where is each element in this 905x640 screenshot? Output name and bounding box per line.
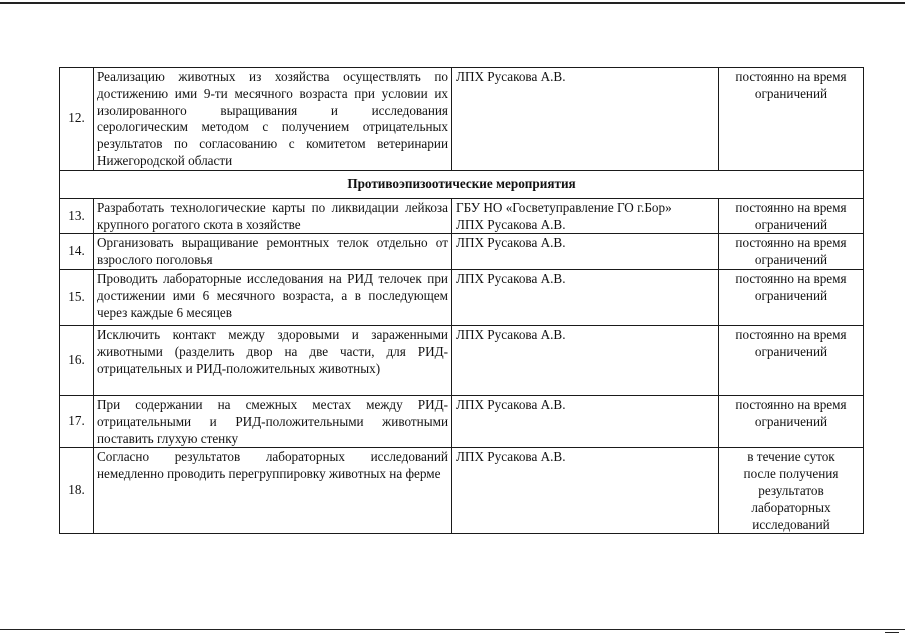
term-line: постоянно на время (735, 235, 847, 251)
section-row (60, 170, 864, 198)
term-line: постоянно на время (735, 396, 847, 412)
table-row (60, 269, 864, 325)
term-cell (719, 325, 864, 395)
term-line: постоянно на время (735, 326, 847, 342)
responsible-line: ЛПХ Русакова А.В. (456, 69, 566, 84)
section-title: Противоэпизоотические мероприятия (60, 170, 864, 198)
term-line: постоянно на время (735, 270, 847, 286)
row-number: 18. (60, 448, 94, 534)
responsible-cell (452, 269, 719, 325)
term-line: ограничений (754, 287, 828, 303)
measure-text: При содержании на смежных местах между РИД-отрицательными и РИД-положительными животными поставить глухую стенку (94, 395, 452, 447)
responsible-cell (452, 234, 719, 270)
table-row (60, 234, 864, 270)
responsible-cell (452, 395, 719, 447)
responsible-cell (452, 325, 719, 395)
measures-table (59, 67, 864, 534)
table-row (60, 395, 864, 447)
measure-text: Организовать выращивание ремонтных телок отдельно от взрослого поголовья (94, 234, 452, 270)
term-cell (719, 269, 864, 325)
term-line: ограничений (754, 216, 828, 232)
term-cell (719, 448, 864, 534)
term-line: постоянно на время (735, 199, 847, 215)
term-line: лабораторных (751, 499, 831, 515)
term-line: результатов (758, 482, 824, 498)
top-border-line (0, 2, 905, 4)
term-cell (719, 234, 864, 270)
term-cell (719, 395, 864, 447)
measure-text: Разработать технологические карты по ликвидации лейкоза крупного рогатого скота в хозяйстве (94, 198, 452, 234)
measure-text: Реализацию животных из хозяйства осуществлять по достижению ими 9-ти месячного возраста при условии их изолированного выращивания и исследования серологическим методом с получением отрицательных результатов по согласованию с комитетом ветеринарии Нижегородской области (94, 68, 452, 171)
measure-text: Согласно результатов лабораторных исследований немедленно проводить перегруппировку животных на ферме (94, 448, 452, 534)
term-line: после получения (743, 466, 839, 482)
measure-text: Проводить лабораторные исследования на РИД телочек при достижении ими 6 месячного возраста, а в последующем через каждые 6 месяцев (94, 269, 452, 325)
term-line: исследований (752, 516, 830, 532)
row-number: 12. (60, 68, 94, 171)
corner-mark (885, 632, 899, 633)
responsible-cell (452, 68, 719, 171)
row-number: 17. (60, 395, 94, 447)
row-number: 16. (60, 325, 94, 395)
bottom-border-line (0, 629, 905, 630)
term-line: ограничений (754, 413, 828, 429)
responsible-line: ЛПХ Русакова А.В. (456, 396, 566, 412)
table-row (60, 448, 864, 534)
measure-text: Исключить контакт между здоровыми и зараженными животными (разделить двор на две части, для РИД-отрицательных и РИД-положительных животных) (94, 325, 452, 395)
table-row (60, 325, 864, 395)
term-line: постоянно на время (735, 69, 847, 84)
term-line: ограничений (754, 343, 828, 359)
term-line: ограничений (754, 85, 828, 101)
responsible-cell (452, 448, 719, 534)
table-row (60, 68, 864, 171)
responsible-cell (452, 198, 719, 234)
term-cell (719, 198, 864, 234)
responsible-line: ЛПХ Русакова А.В. (456, 235, 566, 251)
row-number: 13. (60, 198, 94, 234)
responsible-line: ЛПХ Русакова А.В. (456, 216, 566, 232)
term-line: ограничений (754, 252, 828, 268)
responsible-line: ЛПХ Русакова А.В. (456, 270, 566, 286)
term-line: в течение суток (747, 449, 835, 465)
responsible-line: ЛПХ Русакова А.В. (456, 326, 566, 342)
row-number: 15. (60, 269, 94, 325)
responsible-line: ГБУ НО «Госветуправление ГО г.Бор» (456, 199, 672, 215)
table-row (60, 198, 864, 234)
term-cell (719, 68, 864, 171)
row-number: 14. (60, 234, 94, 270)
responsible-line: ЛПХ Русакова А.В. (456, 449, 566, 465)
